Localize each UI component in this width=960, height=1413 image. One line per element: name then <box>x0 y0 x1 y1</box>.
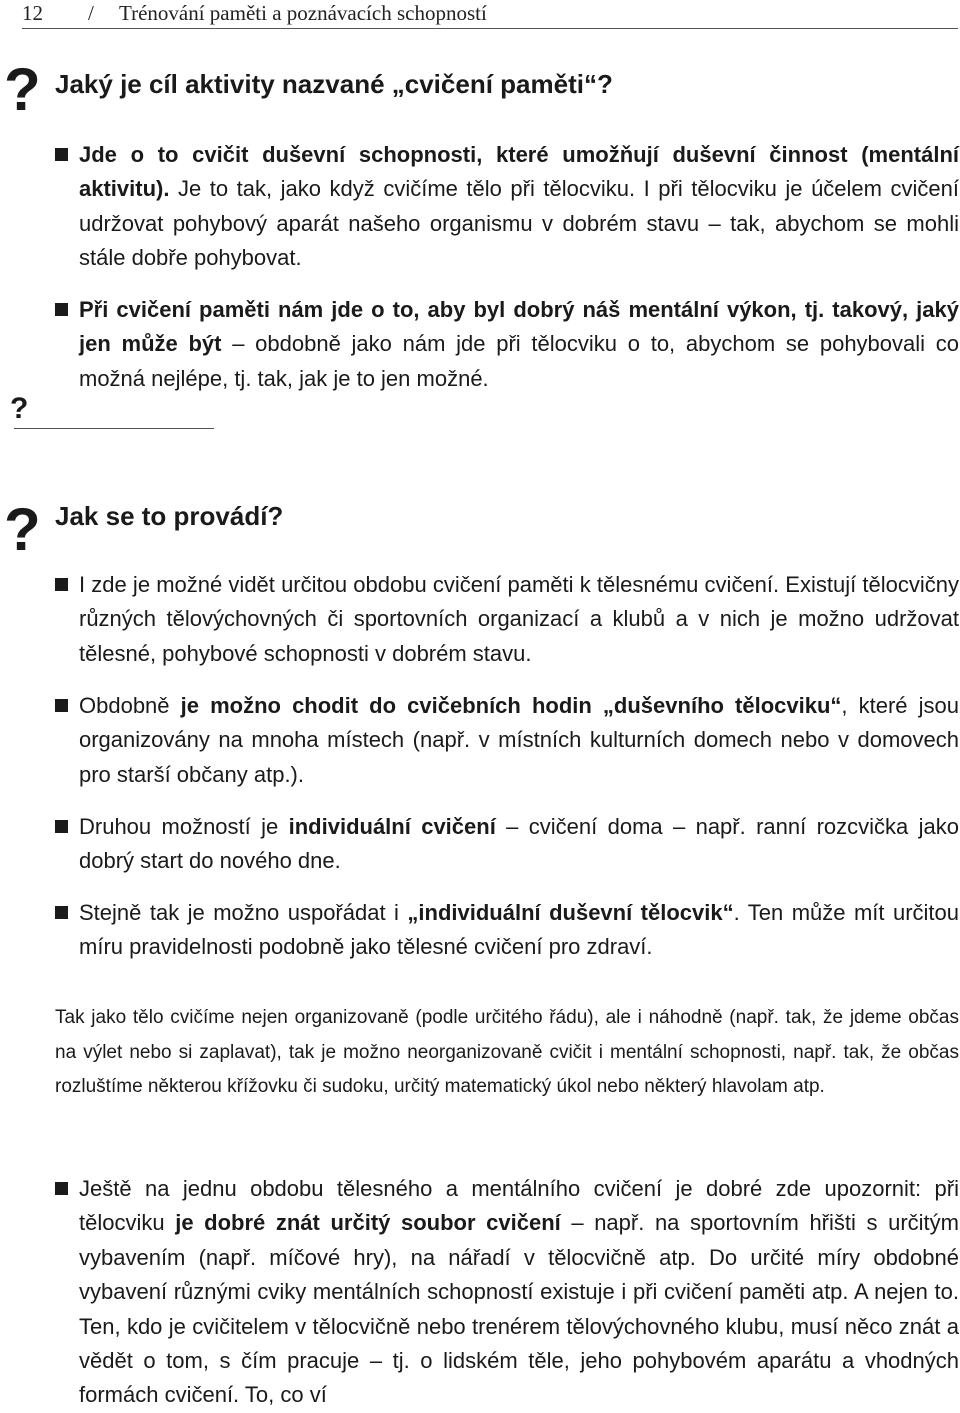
page-number: 12 <box>22 1 43 25</box>
bullet-square-icon <box>55 906 68 919</box>
question-mark-icon: ? <box>4 496 41 563</box>
list-item <box>55 810 959 879</box>
bullet-square-icon <box>55 148 68 161</box>
emphasis-text: individuální cvičení <box>288 814 496 839</box>
body-text: – obdobně jako nám jde při tělocviku o to, abychom se pohybovali co možná nejlépe, tj. tak, jak je to jen možné. <box>79 331 959 391</box>
section-end-rule <box>14 428 214 429</box>
question-mark-icon: ? <box>4 56 41 123</box>
list-item <box>55 568 959 671</box>
body-text: Ještě na jednu obdobu tělesného a mentálního cvičení je dobré zde upozornit: při tělocviku <box>79 1176 959 1236</box>
list-item <box>55 293 959 396</box>
body-text: – cvičení doma – např. ranní rozcvička jako dobrý start do nového dne. <box>79 814 959 874</box>
bullet-square-icon <box>55 1182 68 1195</box>
emphasis-text: Při cvičení paměti nám jde o to, aby byl dobrý náš mentální výkon, tj. takový, jaký jen může být <box>79 297 959 357</box>
emphasis-text: „individuální duševní tělocvik“ <box>407 900 734 925</box>
body-text: Je to tak, jako když cvičíme tělo při tělocviku. I při tělocviku je účelem cvičení udržovat pohybový aparát našeho organismu v dobrém stavu – tak, abychom se mohli stále dobře pohybovat. <box>79 176 959 271</box>
header-separator: / <box>88 1 94 25</box>
body-text: – např. na sportovním hřišti s určitým vybavením (např. míčové hry), na nářadí v tělocvičně atp. Do určité míry obdobné vybavení různými cviky mentálních schopností existuje i při cvičení paměti atp. A nejen to. Ten, kdo je cvičitelem v tělocvičně nebo trenérem tělovýchovného klubu, musí něco znát a vědět o tom, s čím pracuje – tj. o lidském těle, jeho pohybovém aparátu a vhodných formách cvičení. To, co ví <box>79 1210 959 1408</box>
bullet-square-icon <box>55 303 68 316</box>
body-text: Stejně tak je možno uspořádat i <box>79 900 408 925</box>
list-item <box>55 138 959 276</box>
section-question-how: Jak se to provádí? <box>55 501 284 531</box>
emphasis-text: Jde o to cvičit duševní schopnosti, které umožňují duševní činnost (mentální aktivitu). <box>79 142 959 202</box>
emphasis-text: je možno chodit do cvičebních hodin „duševního tělocviku“ <box>180 693 842 718</box>
section-question-goal: Jaký je cíl aktivity nazvané „cvičení paměti“? <box>55 69 613 99</box>
bullet-square-icon <box>55 699 68 712</box>
body-text: Druhou možností je <box>79 814 289 839</box>
body-text: . Ten může mít určitou míru pravidelnosti podobně jako tělesné cvičení pro zdraví. <box>79 900 960 960</box>
bullet-square-icon <box>55 820 68 833</box>
body-text: , které jsou organizovány na mnoha místech (např. v místních kulturních domech nebo v domovech pro starší občany atp.). <box>79 693 960 787</box>
body-text: Obdobně <box>79 693 181 718</box>
page-header <box>22 0 958 29</box>
running-title: Trénování paměti a poznávacích schopností <box>119 1 487 25</box>
list-item <box>55 896 959 965</box>
list-item <box>55 1172 959 1413</box>
list-item <box>55 689 959 792</box>
body-text: I zde je možné vidět určitou obdobu cvičení paměti k tělesnému cvičení. Existují tělocvičny různých tělovýchovných či sportovních organizací a klubů a v nich je možno udržovat tělesné, pohybové schopnosti v dobrém stavu. <box>79 572 959 666</box>
bullet-square-icon <box>55 578 68 591</box>
body-paragraph: Tak jako tělo cvičíme nejen organizovaně (podle určitého řádu), ale i náhodně (např. tak, že jdeme občas na výlet nebo si zaplavat), tak je možno neorganizovaně cvičit i mentální schopnosti, např. tak, že občas rozluštíme některou křížovku či sudoku, určitý matematický úkol nebo některý hlavolam atp. <box>55 1007 959 1097</box>
question-mark-small-icon: ? <box>10 392 29 425</box>
emphasis-text: je dobré znát určitý soubor cvičení <box>175 1210 561 1236</box>
